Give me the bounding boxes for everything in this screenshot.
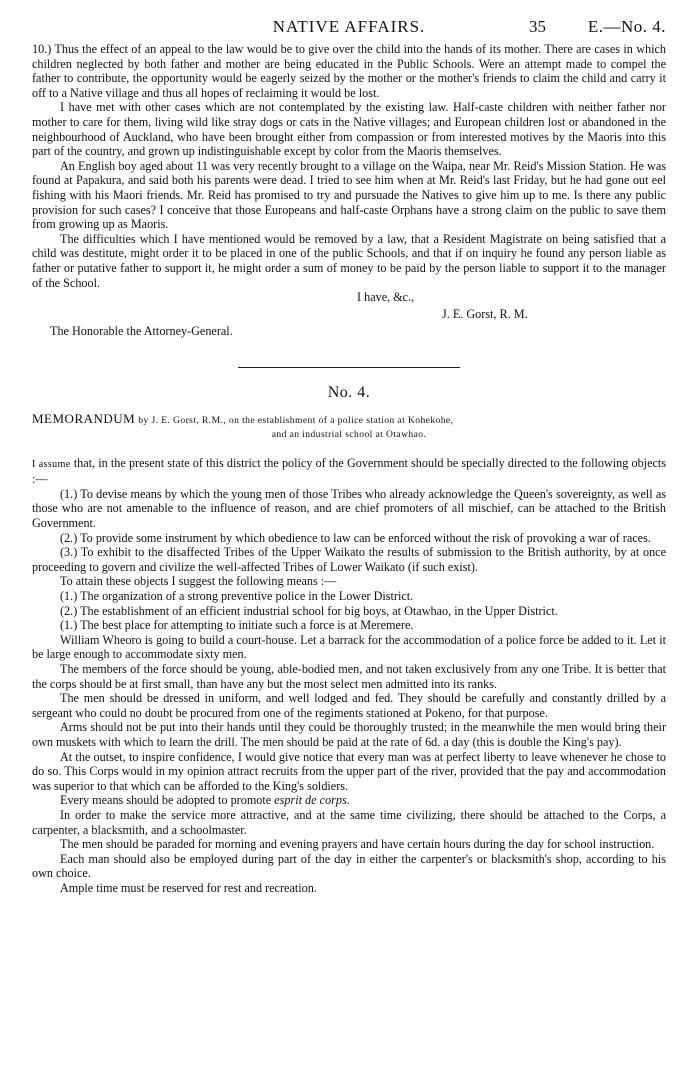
memo-paragraph — [32, 456, 666, 487]
memo-paragraph — [32, 793, 666, 808]
memo-paragraph: The men should be paraded for morning and evening prayers and have certain hours during the day for school instruction. — [60, 837, 655, 852]
memo-paragraph: In order to make the service more attractive, and at the same time civilizing, there should be attached to the Corps, a carpenter, a blacksmith, and a schoolmaster. — [32, 807, 666, 837]
memo-intro-text: that, in the present state of this district the policy of the Government should be specially directed to the following objects :— — [32, 455, 667, 487]
esprit-italic: esprit de corps. — [274, 793, 350, 808]
memo-paragraph: Arms should not be put into their hands until they could be thoroughly trusted; in the meanwhile the men would bring their own muskets with which to learn the drill. The men should be paid at the rate of 6d. a day (this is double the King's pay). — [32, 720, 666, 749]
memo-paragraph: At the outset, to inspire confidence, I would give notice that every man was at perfect liberty to leave whenever he chose to do so. This Corps would in my opinion attract recruits from the upper part of the river, provided that the pay and accommodation was superior to that which can be afforded to the King's soldiers. — [32, 749, 666, 793]
esprit-text: Every means should be adopted to promote — [60, 793, 275, 808]
memo-heading-line1: by J. E. Gorst, R.M., on the establishment of a police station at Kohekohe, — [138, 414, 454, 426]
page-number: 35 — [529, 17, 546, 36]
memo-paragraph: (2.) To provide some instrument by which obedience to law can be enforced without the risk of provoking a war of races. — [60, 530, 651, 545]
memo-heading-line2: and an industrial school at Otawhao. — [271, 428, 427, 440]
page-header — [32, 0, 666, 42]
section-number: No. 4. — [327, 383, 371, 401]
memo-paragraph: William Wheoro is going to build a court-house. Let a barrack for the accommodation of a police force be added to it. Let it be large enough to accommodate sixty men. — [32, 632, 666, 662]
running-title: NATIVE AFFAIRS. — [272, 17, 426, 36]
memo-paragraph: To attain these objects I suggest the following means :— — [60, 574, 337, 589]
document-reference: E.—No. 4. — [587, 17, 666, 36]
memo-paragraph: (1.) The organization of a strong preventive police in the Lower District. — [60, 589, 414, 604]
letter-body — [32, 42, 666, 339]
signature-row — [32, 305, 666, 322]
letter-paragraph: 10.) Thus the effect of an appeal to the law would be to give over the child into the hands of its mother. There are cases in which children neglected by both father and mother are being educated in the Public Schools. Were an attempt made to compel the father to contribute, the opportunity would be eagerly seized by the mother or the mother's friends to claim the child and carry it off to a Native village and thus all hopes of reclaiming it would be lost. — [32, 42, 666, 100]
closing-row — [32, 290, 666, 305]
memo-paragraph: Each man should also be employed during part of the day in either the carpenter's or blacksmith's shop, according to his own choice. — [32, 851, 666, 881]
letter-closing: I have, &c., — [357, 290, 415, 305]
memo-heading — [32, 412, 666, 428]
letter-paragraph: An English boy aged about 11 was very recently brought to a village on the Waipa, near Mr. Reid's Mission Station. He was found at Papakura, and said both his parents were dead. I tried to see him when at Mr. Reid's last Friday, but he had gone out eel fishing with his Maori friends. Mr. Reid has promised to try and pursuade the Natives to give him up to me. Is there any public provision for such cases? I conceive that those Europeans and half-caste Orphans have a strong claim on the public to save them from growing up as Maoris. — [32, 158, 666, 232]
memo-paragraph: (1.) To devise means by which the young men of those Tribes who already acknowledge the Queen's sovereignty, as well as those who are not amenable to the influence of reason, and are chief promoters of all mischief, can be attached to the British Government. — [32, 486, 666, 531]
memo-paragraph: (3.) To exhibit to the disaffected Tribes of the Upper Waikato the results of submission to the British authority, by at once proceeding to govern and civilize the well-affected Tribes of Lower Waikato (if such exist). — [32, 545, 666, 574]
letter-paragraph: The difficulties which I have mentioned would be removed by a law, that a Resident Magistrate on being satisfied that a child was destitute, might order it to be placed in one of the public Schools, and that if on inquiry he found any person liable as father or putative father to support it, he might order a sum of money to be paid by the person liable to support it to the manager of the School. — [32, 231, 666, 290]
section-divider — [238, 367, 460, 368]
letter-addressee: The Honorable the Attorney-General. — [50, 324, 233, 339]
memo-paragraph: (1.) The best place for attempting to initiate such a force is at Meremere. — [60, 618, 414, 633]
letter-signature: J. E. Gorst, R. M. — [442, 307, 528, 322]
memo-heading-lead: MEMORANDUM — [32, 410, 136, 426]
memo-body — [32, 456, 666, 896]
memo-paragraph: The members of the force should be young, able-bodied men, and not taken exclusively from any one Tribe. It is better that the corps should be at first small, than have any but the most select men admitted into its ranks. — [32, 662, 666, 691]
memo-paragraph: The men should be dressed in uniform, and well lodged and fed. They should be carefully and constantly drilled by a sergeant who could no doubt be procured from one of the regiments stationed at Pokeno, for that purpose. — [32, 691, 666, 720]
memo-paragraph: Ample time must be reserved for rest and recreation. — [60, 880, 317, 895]
memo-paragraph: (2.) The establishment of an efficient industrial school for big boys, at Otawhao, in the Upper District. — [60, 603, 558, 618]
letter-paragraph: I have met with other cases which are not contemplated by the existing law. Half-caste children with neither father nor mother to care for them, living wild like stray dogs or cats in the Native villages; and European children lost or abandoned in the neighbourhood of Auckland, who have been brought either from compassion or from interested motives by the Maoris into this part of the country, and grown up indistinguishable except by color from the Maoris themselves. — [32, 100, 666, 159]
memo-first-word: I assume — [32, 458, 71, 470]
